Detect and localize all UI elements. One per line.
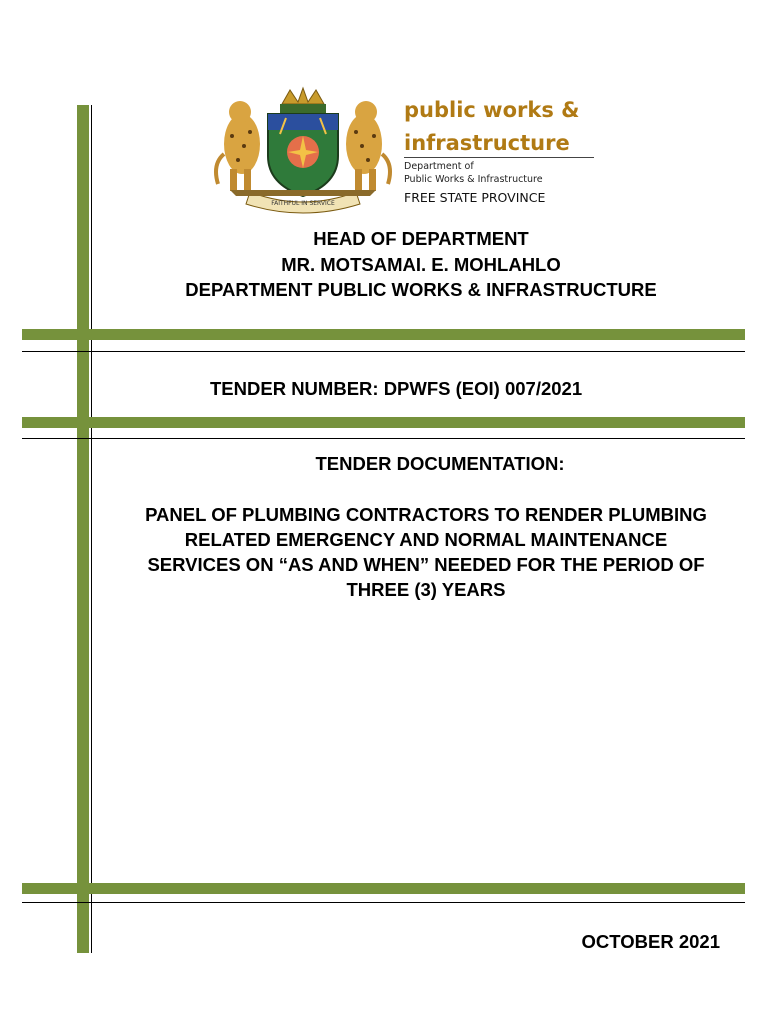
scope-line-3: SERVICES ON “AS AND WHEN” NEEDED FOR THE PERIOD OF bbox=[147, 554, 705, 575]
tender-number: TENDER NUMBER: DPWFS (EOI) 007/2021 bbox=[210, 378, 583, 399]
heading-line-2: MR. MOTSAMAI. E. MOHLAHLO bbox=[281, 253, 561, 275]
tender-scope bbox=[110, 502, 742, 602]
horizontal-green-bar-3 bbox=[22, 883, 745, 894]
document-title: TENDER DOCUMENTATION: bbox=[315, 453, 565, 474]
left-leopard-icon bbox=[216, 101, 260, 191]
logo-divider bbox=[404, 157, 594, 158]
heading-line-1: HEAD OF DEPARTMENT bbox=[313, 228, 529, 249]
horizontal-black-rule-2 bbox=[22, 438, 745, 439]
department-logo bbox=[210, 84, 600, 214]
right-leopard-icon bbox=[346, 101, 390, 191]
scope-line-4: THREE (3) YEARS bbox=[346, 579, 506, 600]
scope-line-2: RELATED EMERGENCY AND NORMAL MAINTENANCE bbox=[184, 529, 668, 550]
logo-subtitle-line2: Public Works & Infrastructure bbox=[404, 174, 543, 185]
heading-line-3: DEPARTMENT PUBLIC WORKS & INFRASTRUCTURE bbox=[185, 279, 657, 300]
horizontal-green-bar-1 bbox=[22, 329, 745, 340]
coat-of-arms-icon bbox=[210, 84, 396, 214]
scope-line-1: PANEL OF PLUMBING CONTRACTORS TO RENDER PLUMBING bbox=[145, 504, 707, 525]
horizontal-black-rule-3 bbox=[22, 902, 745, 903]
horizontal-green-bar-2 bbox=[22, 417, 745, 428]
document-date: OCTOBER 2021 bbox=[581, 931, 720, 952]
logo-subtitle-line1: Department of bbox=[404, 161, 474, 172]
logo-province: FREE STATE PROVINCE bbox=[404, 190, 546, 205]
svg-text:FAITHFUL IN SERVICE: FAITHFUL IN SERVICE bbox=[271, 200, 335, 207]
logo-title-line1: public works & bbox=[404, 98, 580, 122]
horizontal-black-rule-1 bbox=[22, 351, 745, 352]
heading-block bbox=[0, 226, 770, 303]
logo-title-line2: infrastructure bbox=[404, 131, 570, 155]
